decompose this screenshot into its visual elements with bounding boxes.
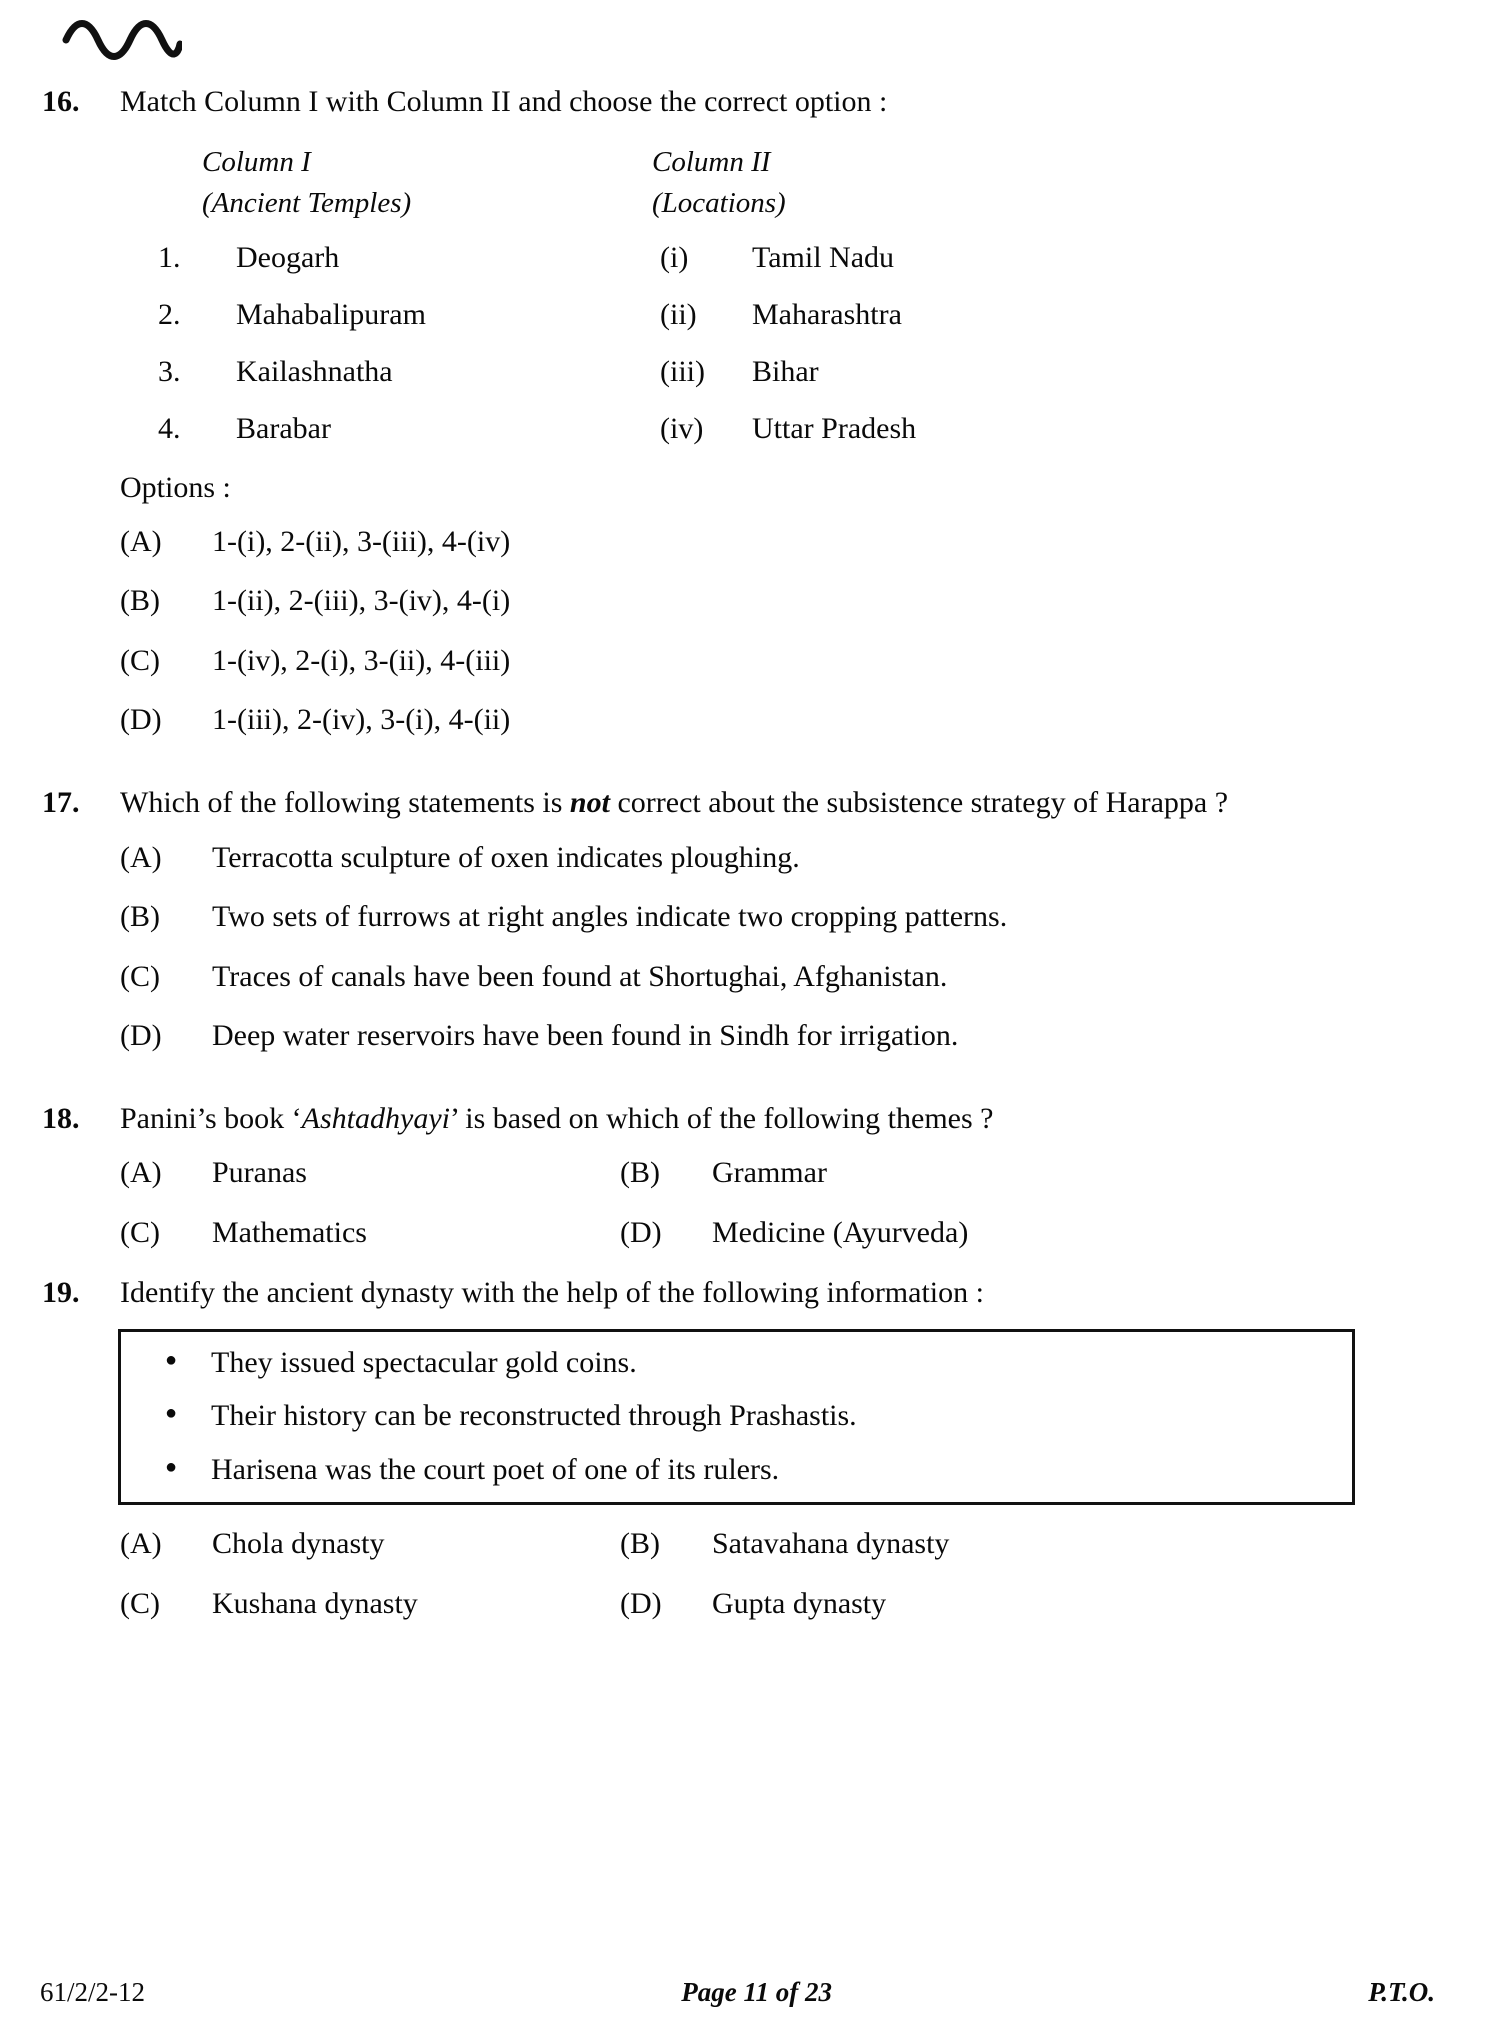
option-d-tag: (D)	[120, 703, 162, 737]
paper-code: 61/2/2-12	[40, 1977, 145, 2007]
question-19-options-wrap	[40, 1519, 1435, 1622]
question-16	[40, 82, 1435, 761]
match-row	[150, 240, 1435, 276]
question-17-stem-part2: correct about the subsistence strategy of Harappa ?	[609, 785, 1229, 819]
match-left-number: 2.	[158, 297, 181, 331]
option-a-text: Terracotta sculpture of oxen indicates ploughing.	[212, 840, 800, 874]
match-right-text: Maharashtra	[752, 297, 902, 331]
option-a-tag: (A)	[120, 1527, 162, 1561]
info-item-text: They issued spectacular gold coins.	[211, 1345, 637, 1379]
options-label: Options :	[120, 470, 231, 504]
option-d[interactable]	[620, 1585, 1435, 1623]
bullet-icon: ●	[164, 1348, 178, 1371]
question-17	[40, 783, 1435, 1077]
option-d-text: Gupta dynasty	[712, 1586, 887, 1620]
option-b-tag: (B)	[620, 1527, 660, 1561]
option-d[interactable]	[120, 701, 1435, 739]
question-16-options	[120, 523, 1435, 739]
column-i-title: Column I	[202, 145, 311, 178]
option-c[interactable]	[120, 958, 1435, 996]
page-footer	[40, 1977, 1435, 2008]
pto-label: P.T.O.	[1368, 1977, 1435, 2007]
info-list-item	[131, 1451, 1342, 1489]
info-list-item	[131, 1397, 1342, 1435]
squiggle-wave-mark	[62, 14, 182, 60]
question-19-stem: Identify the ancient dynasty with the help of the following information :	[120, 1276, 984, 1310]
option-d-tag: (D)	[620, 1586, 662, 1620]
question-19	[40, 1273, 1435, 1313]
question-19-number: 19.	[42, 1276, 80, 1310]
match-rows	[150, 240, 1435, 447]
match-right-text: Bihar	[752, 354, 819, 388]
option-a[interactable]	[120, 1525, 620, 1563]
match-row	[150, 411, 1435, 447]
option-c-tag: (C)	[120, 643, 160, 677]
question-18-options	[120, 1154, 1435, 1251]
question-16-stem: Match Column I with Column II and choose the correct option :	[120, 85, 888, 118]
option-c-text: 1-(iv), 2-(i), 3-(ii), 4-(iii)	[212, 643, 511, 677]
match-left-text: Barabar	[236, 411, 331, 445]
column-ii-title: Column II	[652, 145, 771, 178]
question-17-stem	[120, 783, 1435, 823]
option-a[interactable]	[120, 1154, 620, 1192]
question-18-number: 18.	[42, 1101, 80, 1135]
question-17-options	[120, 839, 1435, 1055]
match-column-headers	[202, 142, 1435, 224]
column-ii-subtitle: (Locations)	[652, 186, 786, 219]
info-item-text: Their history can be reconstructed through Prashastis.	[211, 1399, 857, 1433]
match-right-number: (i)	[660, 240, 689, 274]
option-b-text: 1-(ii), 2-(iii), 3-(iv), 4-(i)	[212, 584, 511, 618]
option-d-text: 1-(iii), 2-(iv), 3-(i), 4-(ii)	[212, 703, 511, 737]
option-b-text: Satavahana dynasty	[712, 1527, 950, 1561]
match-right-number: (iii)	[660, 354, 705, 388]
match-right-text: Tamil Nadu	[752, 240, 895, 274]
match-right-text: Uttar Pradesh	[752, 411, 917, 445]
info-list-item	[131, 1344, 1342, 1382]
match-row	[150, 297, 1435, 333]
question-19-options	[120, 1525, 1435, 1622]
option-d-text: Deep water reservoirs have been found in Sindh for irrigation.	[212, 1019, 959, 1053]
option-b-tag: (B)	[120, 584, 160, 618]
match-left-number: 3.	[158, 354, 181, 388]
column-i-subtitle: (Ancient Temples)	[202, 186, 412, 219]
page-number: Page 11 of 23	[681, 1977, 832, 2007]
question-18-stem-part2: ’ is based on which of the following themes ?	[449, 1101, 994, 1135]
option-c-tag: (C)	[120, 1215, 160, 1249]
question-18	[40, 1099, 1435, 1252]
option-c[interactable]	[120, 642, 1435, 680]
option-a-tag: (A)	[120, 840, 162, 874]
option-d-tag: (D)	[120, 1019, 162, 1053]
bullet-icon: ●	[164, 1402, 178, 1425]
match-left-number: 1.	[158, 240, 181, 274]
option-b[interactable]	[120, 582, 1435, 620]
option-c-text: Kushana dynasty	[212, 1586, 418, 1620]
match-left-number: 4.	[158, 411, 181, 445]
option-a-text: 1-(i), 2-(ii), 3-(iii), 4-(iv)	[212, 524, 511, 558]
option-c[interactable]	[120, 1585, 620, 1623]
match-left-text: Kailashnatha	[236, 354, 393, 388]
question-17-stem-emphasis: not	[569, 785, 610, 819]
question-18-stem-part1: Panini’s book ‘	[120, 1101, 302, 1135]
option-d[interactable]	[620, 1214, 1435, 1252]
question-18-stem-emphasis: Ashtadhyayi	[301, 1101, 450, 1135]
option-d-text: Medicine (Ayurveda)	[712, 1215, 969, 1249]
info-item-text: Harisena was the court poet of one of its rulers.	[211, 1452, 780, 1486]
option-c-text: Traces of canals have been found at Shortughai, Afghanistan.	[212, 959, 948, 993]
option-a-text: Puranas	[212, 1156, 307, 1190]
option-a-text: Chola dynasty	[212, 1527, 385, 1561]
match-row	[150, 354, 1435, 390]
option-b[interactable]	[620, 1154, 1435, 1192]
option-c-text: Mathematics	[212, 1215, 367, 1249]
question-18-stem	[120, 1099, 1435, 1139]
question-16-number: 16.	[42, 85, 80, 118]
option-c-tag: (C)	[120, 1586, 160, 1620]
option-c-tag: (C)	[120, 959, 160, 993]
option-a[interactable]	[120, 523, 1435, 561]
option-b-text: Two sets of furrows at right angles indicate two cropping patterns.	[212, 900, 1008, 934]
option-b-text: Grammar	[712, 1156, 827, 1190]
match-right-number: (ii)	[660, 297, 697, 331]
match-left-text: Deogarh	[236, 240, 340, 274]
question-19-info-box	[118, 1329, 1355, 1506]
option-c[interactable]	[120, 1214, 620, 1252]
option-d[interactable]	[120, 1017, 1435, 1055]
option-b[interactable]	[120, 898, 1435, 936]
option-b[interactable]	[620, 1525, 1435, 1563]
question-17-stem-part1: Which of the following statements is	[120, 785, 570, 819]
option-a[interactable]	[120, 839, 1435, 877]
match-left-text: Mahabalipuram	[236, 297, 426, 331]
question-17-number: 17.	[42, 785, 80, 819]
match-right-number: (iv)	[660, 411, 704, 445]
option-b-tag: (B)	[120, 900, 160, 934]
option-b-tag: (B)	[620, 1156, 660, 1190]
option-a-tag: (A)	[120, 1156, 162, 1190]
option-d-tag: (D)	[620, 1215, 662, 1249]
option-a-tag: (A)	[120, 524, 162, 558]
bullet-icon: ●	[164, 1455, 178, 1478]
